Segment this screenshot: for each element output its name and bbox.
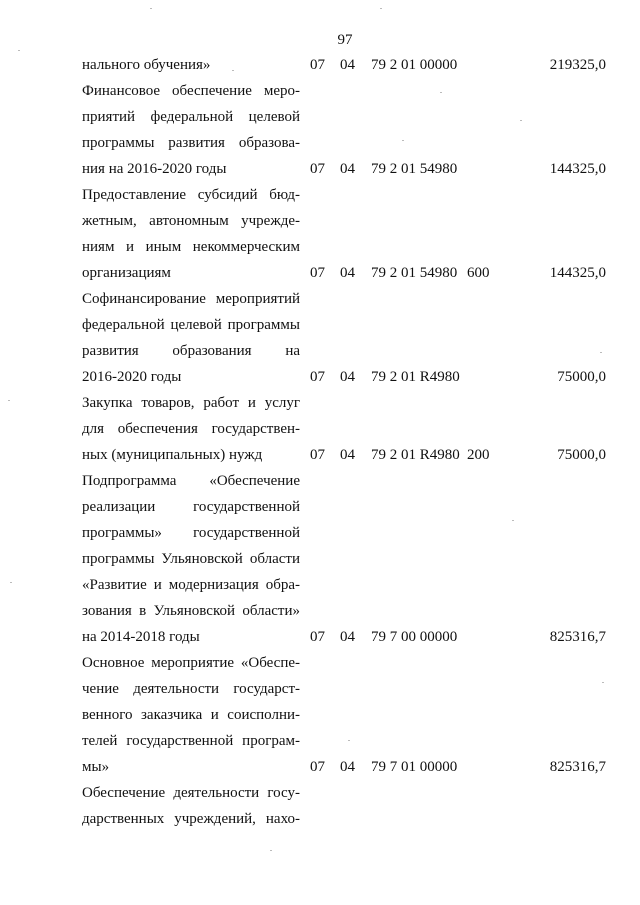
subsection-code: 04 xyxy=(340,629,355,645)
target-code: 79 2 01 54980 xyxy=(371,265,458,281)
description-line: Закупка товаров, работ и услуг xyxy=(82,395,300,411)
scan-speck xyxy=(8,400,10,401)
scan-speck xyxy=(18,50,20,51)
target-code: 79 2 01 R4980 xyxy=(371,369,460,385)
amount-value: 144325,0 xyxy=(549,161,606,177)
expense-type-code: 600 xyxy=(467,265,490,281)
table-row xyxy=(0,286,640,390)
table-row xyxy=(0,780,640,832)
scan-speck xyxy=(520,120,522,121)
scan-speck xyxy=(512,520,514,521)
page-number: 97 xyxy=(337,32,353,48)
description-line: нального обучения» xyxy=(82,57,211,73)
section-code: 07 xyxy=(310,161,325,177)
description-line: Обеспечение деятельности госу- xyxy=(82,785,300,801)
section-code: 07 xyxy=(310,447,325,463)
description-line: ных (муниципальных) нужд xyxy=(82,447,263,463)
description-line: приятий федеральной целевой xyxy=(82,109,300,125)
amount-value: 825316,7 xyxy=(549,759,606,775)
subsection-code: 04 xyxy=(340,369,355,385)
amount-value: 75000,0 xyxy=(557,369,606,385)
table-row xyxy=(0,52,640,78)
scan-speck xyxy=(380,8,382,9)
scan-speck xyxy=(440,92,442,93)
description-line: 2016-2020 годы xyxy=(82,369,182,385)
table-row xyxy=(0,78,640,182)
description-line: Основное мероприятие «Обеспе- xyxy=(82,655,300,671)
table-row xyxy=(0,182,640,286)
scan-speck xyxy=(602,682,604,683)
amount-value: 144325,0 xyxy=(549,265,606,281)
scan-speck xyxy=(270,850,272,851)
description-line: чение деятельности государст- xyxy=(82,681,300,697)
amount-value: 219325,0 xyxy=(549,57,606,73)
description-line: мы» xyxy=(82,759,110,775)
subsection-code: 04 xyxy=(340,759,355,775)
subsection-code: 04 xyxy=(340,57,355,73)
description-line: зования в Ульяновской области» xyxy=(82,603,300,619)
section-code: 07 xyxy=(310,369,325,385)
description-line: телей государственной програм- xyxy=(82,733,300,749)
expense-type-code: 200 xyxy=(467,447,490,463)
description-line: организациям xyxy=(82,265,171,281)
description-line: программы развития образова- xyxy=(82,135,300,151)
section-code: 07 xyxy=(310,265,325,281)
description-line: ниям и иным некоммерческим xyxy=(82,239,300,255)
scan-speck xyxy=(150,8,152,9)
subsection-code: 04 xyxy=(340,447,355,463)
amount-value: 75000,0 xyxy=(557,447,606,463)
description-line: Предоставление субсидий бюд- xyxy=(82,187,300,203)
row-description xyxy=(82,468,300,650)
description-line: венного заказчика и соисполни- xyxy=(82,707,300,723)
scan-speck xyxy=(600,352,602,353)
target-code: 79 2 01 00000 xyxy=(371,57,458,73)
table-row xyxy=(0,390,640,468)
scan-speck xyxy=(348,740,350,741)
scan-speck xyxy=(232,70,234,71)
description-line: Финансовое обеспечение меро- xyxy=(82,83,300,99)
section-code: 07 xyxy=(310,629,325,645)
target-code: 79 2 01 R4980 xyxy=(371,447,460,463)
description-line: программы» государственной xyxy=(82,525,300,541)
table-row xyxy=(0,468,640,650)
description-line: федеральной целевой программы xyxy=(82,317,300,333)
description-line: жетным, автономным учрежде- xyxy=(82,213,300,229)
description-line: «Развитие и модернизация обра- xyxy=(82,577,300,593)
description-line: Подпрограмма «Обеспечение xyxy=(82,473,300,489)
subsection-code: 04 xyxy=(340,265,355,281)
description-line: Софинансирование мероприятий xyxy=(82,291,300,307)
section-code: 07 xyxy=(310,57,325,73)
description-line: для обеспечения государствен- xyxy=(82,421,300,437)
section-code: 07 xyxy=(310,759,325,775)
scan-speck xyxy=(402,140,404,141)
amount-value: 825316,7 xyxy=(549,629,606,645)
target-code: 79 7 00 00000 xyxy=(371,629,458,645)
description-line: реализации государственной xyxy=(82,499,300,515)
table-row xyxy=(0,650,640,780)
description-line: программы Ульяновской области xyxy=(82,551,300,567)
description-line: на 2014-2018 годы xyxy=(82,629,200,645)
description-line: ния на 2016-2020 годы xyxy=(82,161,227,177)
description-line: развития образования на xyxy=(82,343,300,359)
description-line: дарственных учреждений, нахо- xyxy=(82,811,300,827)
scan-speck xyxy=(10,582,12,583)
subsection-code: 04 xyxy=(340,161,355,177)
row-description xyxy=(82,780,300,832)
target-code: 79 2 01 54980 xyxy=(371,161,458,177)
target-code: 79 7 01 00000 xyxy=(371,759,458,775)
